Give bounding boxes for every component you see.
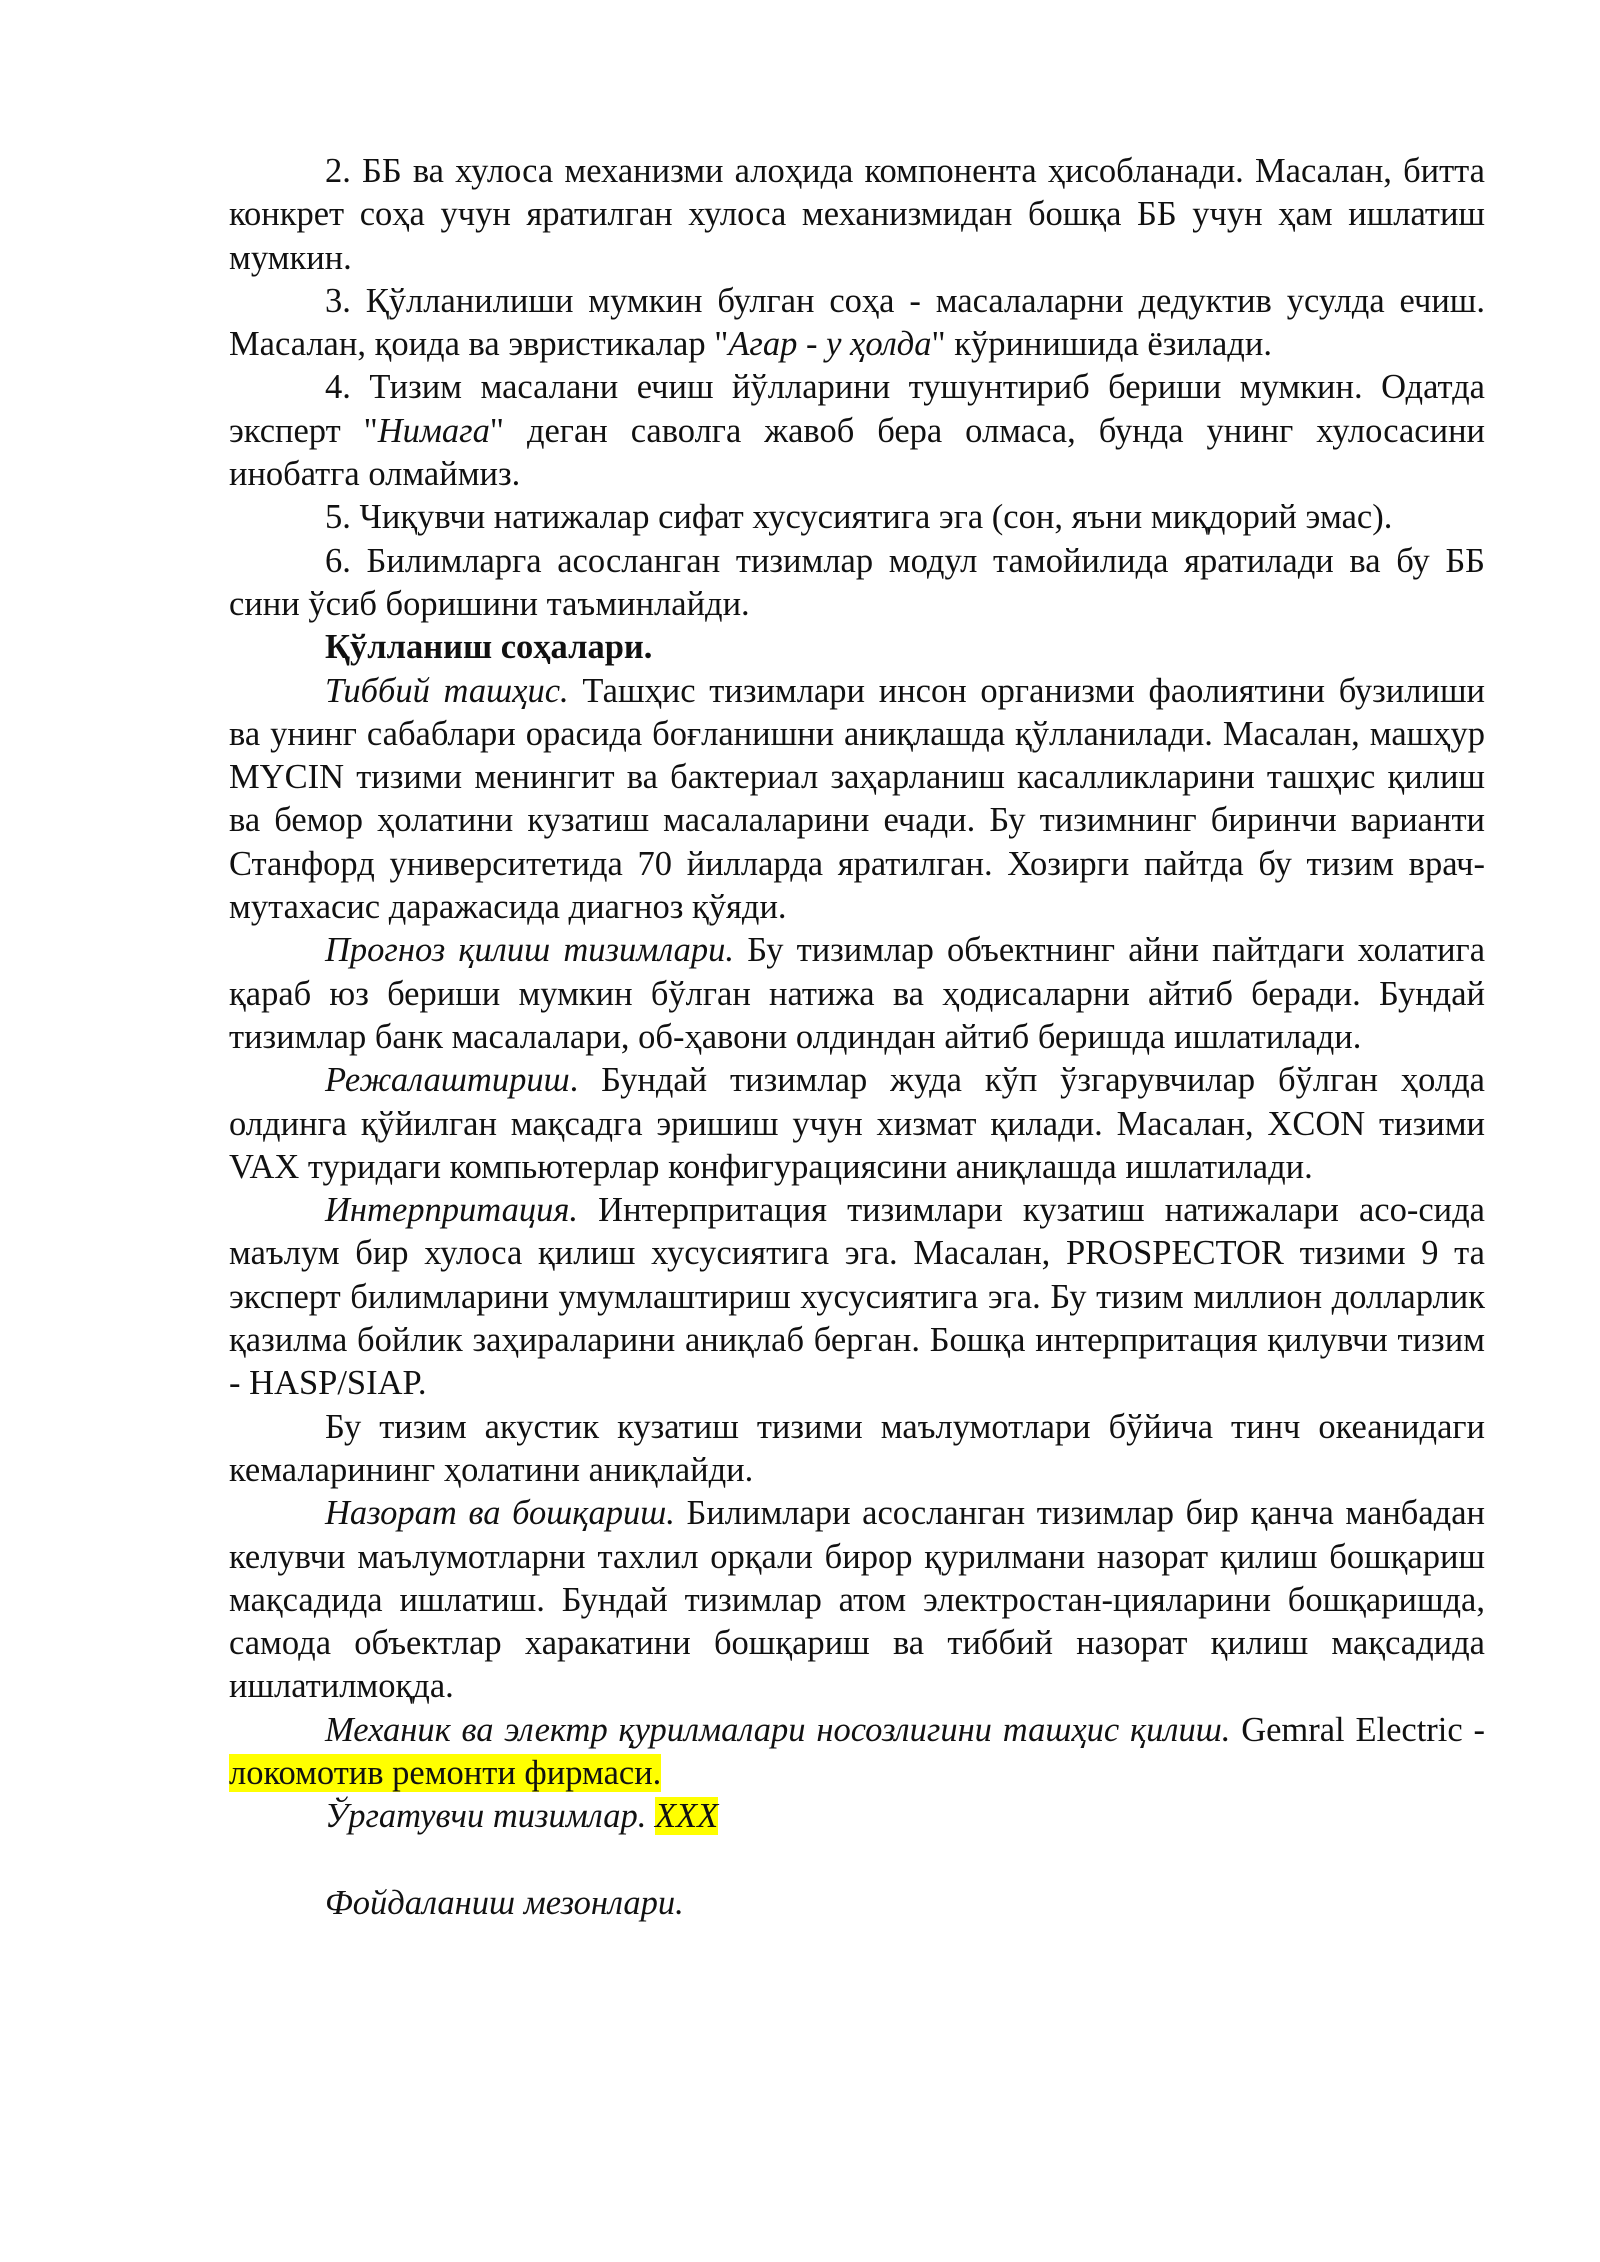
blank-line	[229, 1839, 1485, 1882]
area-title: Ўргатувчи тизимлар.	[325, 1797, 647, 1836]
area-forecasting	[229, 929, 1485, 1059]
placeholder-text: ХХХ	[654, 1797, 719, 1836]
document-page	[229, 150, 1485, 1925]
area-text: Ташҳис тизимлари инсон организми фаолиятини бузилиши ва унинг сабаблари орасида боғланишни аниқлашда қўлланилади. Масалан, машҳур MYCIN тизими менингит ва бактериал заҳарланиш касалликларини ташҳис қилиш ва бемор ҳолатини кузатиш масалаларини ечади. Бу тизимнинг биринчи варианти Станфорд университетида 70 йилларда яратилган. Хозирги пайтда бу тизим врач-мутахасис даражасида диагноз қўяди.	[229, 671, 1485, 927]
paragraph-text: 6. Билимларга асосланган тизимлар модул тамойилида яратилади ва бу ББ сини ўсиб боришини таъминлайди.	[229, 541, 1485, 623]
area-title: Назорат ва бошқариш.	[325, 1494, 675, 1533]
area-text: Интерпритация тизимлари кузатиш натижалари асо-сида маълум бир хулоса қилиш хусусиятига эга. Масалан, PROSPECTOR тизими 9 та эксперт билимларини умумлаштириш хусусиятига эга. Бу тизим миллион долларлик қазилма бойлик заҳираларини аниқлаб берган. Бошқа интерпритация қилувчи тизим - HASP/SIAP.	[229, 1191, 1485, 1403]
paragraph-text: 5. Чиқувчи натижалар сифат хусусиятига эга (сон, яъни миқдорий эмас).	[325, 498, 1393, 537]
paragraph-text: " деган саволга жавоб бера олмаса, бунда унинг хулосасини инобатга олмаймиз.	[229, 411, 1485, 494]
area-planning	[229, 1059, 1485, 1189]
paragraph-6	[229, 540, 1485, 627]
area-title: Интерпритация.	[325, 1191, 579, 1230]
area-control	[229, 1492, 1485, 1708]
area-title: Тиббий ташҳис.	[325, 671, 569, 710]
section-heading: Қўлланиш соҳалари.	[325, 628, 653, 667]
paragraph-text: " кўринишида ёзилади.	[931, 325, 1272, 364]
highlighted-placeholder	[655, 1797, 718, 1835]
paragraph-5	[229, 496, 1485, 539]
italic-phrase: Агар - у ҳолда	[728, 325, 932, 364]
area-title: Прогноз қилиш тизимлари.	[325, 931, 735, 970]
area-title: Механик ва электр қурилмалари носозлигини ташҳис қилиш.	[325, 1710, 1231, 1749]
area-text: Билимлари асосланган тизимлар бир қанча манбадан келувчи маълумотларни тахлил орқали бирор қурилмани назорат қилиш бошқариш мақсадида ишлатиш. Бундай тизимлар атом электростан-цияларини бошқаришда, самода объектлар харакатини бошқариш ва тиббий назорат қилиш мақсадида ишлатилмоқда.	[229, 1494, 1485, 1706]
italic-phrase: Нимага	[377, 411, 490, 450]
area-interpretation	[229, 1189, 1485, 1405]
area-medical-diagnosis	[229, 670, 1485, 930]
spacer-text	[646, 1797, 655, 1835]
paragraph-4	[229, 366, 1485, 496]
paragraph-2	[229, 150, 1485, 280]
benefits-heading	[229, 1882, 1485, 1925]
paragraph-text: 2. ББ ва хулоса механизми алоҳида компонента ҳисобланади. Масалан, битта конкрет соҳа учун яратилган хулоса механизмидан бошқа ББ учун ҳам ишлатиш мумкин.	[229, 152, 1485, 277]
note-paragraph: Бу тизим акустик кузатиш тизими маълумотлари бўйича тинч океанидаги кемаларининг ҳолатини аниқлайди.	[229, 1407, 1485, 1489]
highlighted-text: локомотив ремонти фирмаси.	[229, 1753, 662, 1792]
area-training-systems	[229, 1795, 1485, 1838]
benefits-heading-text: Фойдаланиш мезонлари.	[325, 1883, 684, 1922]
paragraph-3	[229, 280, 1485, 367]
area-text: Gemral Electric -	[1230, 1710, 1485, 1749]
paragraph-text: 3. Қўлланилиши мумкин булган соҳа - масалаларни дедуктив усулда ечиш. Масалан, қоида ва эвристикалар "	[229, 281, 1485, 364]
paragraph-text: 4. Тизим масалани ечиш йўлларини тушунтириб бериши мумкин. Одатда эксперт "	[229, 368, 1485, 450]
area-text: . Бундай тизимлар жуда кўп ўзгарувчилар бўлган ҳолда олдинга қўйилган мақсадга эришиш учун хизмат қилади. Масалан, XCON тизими VAX туридаги компьютерлар конфигурациясини аниқлашда ишлатилади.	[229, 1061, 1485, 1186]
area-device-diagnosis	[229, 1709, 1485, 1796]
area-text: Бу тизимлар объектнинг айни пайтдаги холатига қараб юз бериши мумкин бўлган натижа ва ҳодисаларни айтиб беради. Бундай тизимлар банк масалалари, об-ҳавони олдиндан айтиб беришда ишлатилади.	[229, 931, 1486, 1056]
area-title: Режалаштириш	[325, 1061, 570, 1100]
